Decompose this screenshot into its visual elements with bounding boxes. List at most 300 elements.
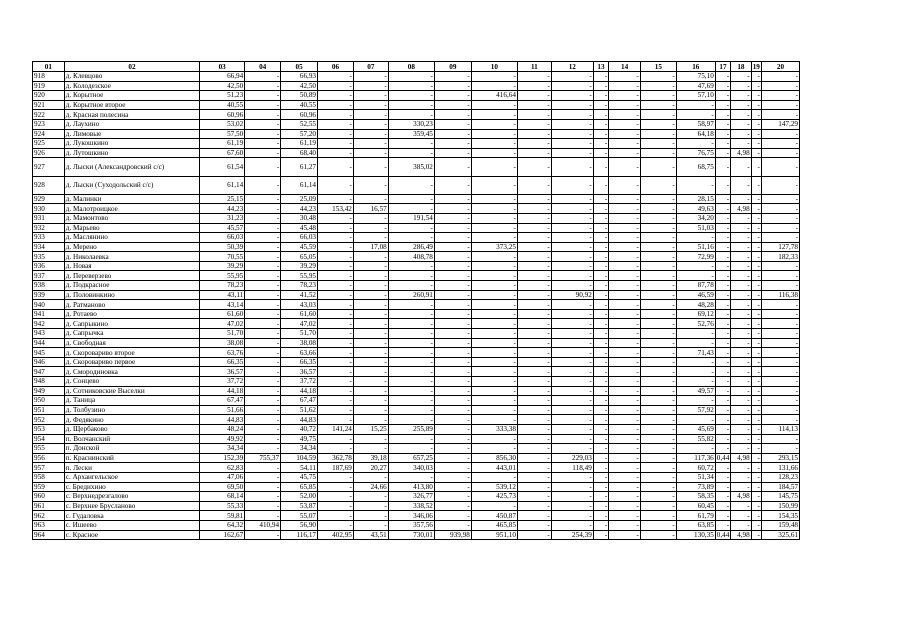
value-cell: - xyxy=(353,348,388,358)
value-cell: - xyxy=(318,158,354,176)
value-cell: - xyxy=(434,501,471,511)
value-cell: - xyxy=(761,405,799,415)
value-cell: - xyxy=(751,444,761,454)
value-cell: - xyxy=(434,252,471,262)
value-cell: - xyxy=(715,213,730,223)
value-cell: - xyxy=(388,110,434,120)
value-cell: - xyxy=(761,129,799,139)
value-cell: - xyxy=(245,367,281,377)
value-cell: - xyxy=(471,415,517,425)
value-cell: - xyxy=(434,91,471,101)
value-cell: - xyxy=(471,72,517,82)
value-cell: - xyxy=(751,129,761,139)
table-row xyxy=(33,453,800,463)
settlement-name: д. Толбузино xyxy=(64,405,199,415)
value-cell: - xyxy=(318,348,354,358)
value-cell: 416,64 xyxy=(471,91,517,101)
value-cell: - xyxy=(676,176,715,194)
value-cell: - xyxy=(715,72,730,82)
value-cell: - xyxy=(388,139,434,149)
value-cell: - xyxy=(640,309,676,319)
value-cell: - xyxy=(245,415,281,425)
value-cell: - xyxy=(388,223,434,233)
value-cell: - xyxy=(761,444,799,454)
row-code: 933 xyxy=(33,233,65,243)
value-cell: - xyxy=(245,119,281,129)
value-cell: - xyxy=(640,482,676,492)
value-cell: 45,57 xyxy=(200,223,245,233)
value-cell: - xyxy=(517,501,551,511)
value-cell: - xyxy=(609,242,641,252)
value-cell: - xyxy=(353,501,388,511)
settlement-name: д. Маслянино xyxy=(64,233,199,243)
value-cell: - xyxy=(434,223,471,233)
value-cell: - xyxy=(388,329,434,339)
settlement-name: п. Волчанский xyxy=(64,434,199,444)
value-cell: - xyxy=(434,139,471,149)
settlement-name: д. Новая xyxy=(64,261,199,271)
value-cell: 36,57 xyxy=(281,367,318,377)
value-cell: - xyxy=(761,338,799,348)
value-cell: - xyxy=(551,204,593,214)
row-code: 926 xyxy=(33,148,65,158)
value-cell: 44,23 xyxy=(200,204,245,214)
value-cell: - xyxy=(640,367,676,377)
value-cell: - xyxy=(245,81,281,91)
value-cell: - xyxy=(353,194,388,204)
value-cell: - xyxy=(471,176,517,194)
value-cell: - xyxy=(551,338,593,348)
value-cell: - xyxy=(715,492,730,502)
value-cell: 293,15 xyxy=(761,453,799,463)
value-cell: - xyxy=(245,100,281,110)
value-cell: - xyxy=(593,492,608,502)
value-cell: 539,12 xyxy=(471,482,517,492)
settlement-name: с. Верхнедрезгалово xyxy=(64,492,199,502)
value-cell: 58,35 xyxy=(676,492,715,502)
value-cell: - xyxy=(245,405,281,415)
value-cell: - xyxy=(640,223,676,233)
value-cell: - xyxy=(609,119,641,129)
value-cell: - xyxy=(593,100,608,110)
value-cell: - xyxy=(318,434,354,444)
value-cell: - xyxy=(551,213,593,223)
value-cell: 25,15 xyxy=(200,194,245,204)
value-cell: - xyxy=(318,223,354,233)
value-cell: 67,47 xyxy=(281,396,318,406)
value-cell: 63,85 xyxy=(676,520,715,530)
value-cell: - xyxy=(353,139,388,149)
value-cell: - xyxy=(318,377,354,387)
value-cell: 154,35 xyxy=(761,511,799,521)
row-code: 941 xyxy=(33,309,65,319)
value-cell: - xyxy=(434,338,471,348)
value-cell: - xyxy=(640,329,676,339)
value-cell: - xyxy=(471,233,517,243)
column-header: 14 xyxy=(609,62,641,72)
value-cell: - xyxy=(731,377,752,387)
value-cell: - xyxy=(593,261,608,271)
value-cell: - xyxy=(593,158,608,176)
value-cell: 38,08 xyxy=(281,338,318,348)
value-cell: - xyxy=(245,72,281,82)
value-cell: - xyxy=(434,463,471,473)
value-cell: - xyxy=(640,501,676,511)
column-header: 04 xyxy=(245,62,281,72)
settlement-name: д. Ратманово xyxy=(64,300,199,310)
value-cell: - xyxy=(593,252,608,262)
settlement-name: д. Свободная xyxy=(64,338,199,348)
value-cell: - xyxy=(551,329,593,339)
row-code: 964 xyxy=(33,530,65,540)
value-cell: - xyxy=(751,319,761,329)
value-cell: - xyxy=(245,530,281,540)
value-cell: - xyxy=(593,453,608,463)
value-cell: - xyxy=(609,377,641,387)
value-cell: - xyxy=(434,72,471,82)
value-cell: - xyxy=(434,444,471,454)
value-cell: 0,44 xyxy=(716,454,730,463)
value-cell: 68,40 xyxy=(281,148,318,158)
value-cell: - xyxy=(388,194,434,204)
value-cell: - xyxy=(245,176,281,194)
value-cell: 58,97 xyxy=(676,119,715,129)
value-cell: - xyxy=(751,520,761,530)
value-cell: - xyxy=(517,530,551,540)
value-cell: - xyxy=(388,309,434,319)
value-cell: - xyxy=(609,348,641,358)
value-cell: - xyxy=(318,194,354,204)
value-cell: - xyxy=(517,434,551,444)
value-cell: - xyxy=(609,434,641,444)
row-code: 934 xyxy=(33,242,65,252)
value-cell: 184,57 xyxy=(761,482,799,492)
value-cell: - xyxy=(353,309,388,319)
value-cell: - xyxy=(353,444,388,454)
value-cell: 39,18 xyxy=(353,453,388,463)
value-cell: 57,10 xyxy=(676,91,715,101)
value-cell: - xyxy=(731,261,752,271)
value-cell: - xyxy=(434,271,471,281)
value-cell: - xyxy=(715,252,730,262)
value-cell: - xyxy=(593,242,608,252)
value-cell: - xyxy=(751,72,761,82)
row-code: 958 xyxy=(33,472,65,482)
value-cell: 67,47 xyxy=(200,396,245,406)
value-cell: - xyxy=(245,158,281,176)
value-cell: 61,19 xyxy=(281,139,318,149)
value-cell: 61,27 xyxy=(281,158,318,176)
value-cell: - xyxy=(517,357,551,367)
value-cell: 64,18 xyxy=(676,129,715,139)
value-cell: - xyxy=(640,281,676,291)
value-cell: 57,92 xyxy=(676,405,715,415)
value-cell: - xyxy=(353,511,388,521)
value-cell: - xyxy=(593,377,608,387)
value-cell: 66,03 xyxy=(281,233,318,243)
value-cell: - xyxy=(551,194,593,204)
value-cell: - xyxy=(731,434,752,444)
value-cell: - xyxy=(471,148,517,158)
value-cell: - xyxy=(434,319,471,329)
value-cell: - xyxy=(731,158,752,176)
column-header: 08 xyxy=(388,62,434,72)
value-cell: - xyxy=(318,396,354,406)
value-cell: - xyxy=(761,223,799,233)
value-cell: - xyxy=(593,290,608,300)
value-cell: - xyxy=(593,367,608,377)
value-cell: - xyxy=(434,176,471,194)
value-cell: 359,45 xyxy=(388,129,434,139)
value-cell: - xyxy=(715,242,730,252)
value-cell: - xyxy=(353,434,388,444)
value-cell: - xyxy=(517,252,551,262)
table-row xyxy=(33,148,800,158)
value-cell: - xyxy=(551,91,593,101)
value-cell: 61,60 xyxy=(281,309,318,319)
value-cell: - xyxy=(517,242,551,252)
value-cell: - xyxy=(593,472,608,482)
value-cell: - xyxy=(731,482,752,492)
value-cell: - xyxy=(353,148,388,158)
value-cell: - xyxy=(609,139,641,149)
value-cell: 326,77 xyxy=(388,492,434,502)
value-cell: - xyxy=(353,329,388,339)
value-cell: - xyxy=(318,367,354,377)
value-cell: - xyxy=(245,338,281,348)
value-cell: - xyxy=(434,377,471,387)
value-cell: 57,50 xyxy=(200,129,245,139)
value-cell: - xyxy=(318,501,354,511)
value-cell: - xyxy=(761,386,799,396)
value-cell: 51,66 xyxy=(200,405,245,415)
value-cell: - xyxy=(353,91,388,101)
column-header: 09 xyxy=(434,62,471,72)
value-cell: - xyxy=(731,386,752,396)
value-cell: - xyxy=(751,139,761,149)
value-cell: - xyxy=(640,100,676,110)
value-cell: - xyxy=(245,472,281,482)
value-cell: - xyxy=(353,367,388,377)
value-cell: 57,20 xyxy=(281,129,318,139)
table-row xyxy=(33,511,800,521)
value-cell: - xyxy=(471,319,517,329)
value-cell: - xyxy=(609,520,641,530)
value-cell: - xyxy=(388,444,434,454)
row-code: 942 xyxy=(33,319,65,329)
value-cell: - xyxy=(471,329,517,339)
value-cell: - xyxy=(517,148,551,158)
value-cell: - xyxy=(517,100,551,110)
value-cell: - xyxy=(245,261,281,271)
value-cell: - xyxy=(609,367,641,377)
value-cell: - xyxy=(551,158,593,176)
value-cell: - xyxy=(388,176,434,194)
value-cell: - xyxy=(715,194,730,204)
value-cell: - xyxy=(609,396,641,406)
value-cell: - xyxy=(471,119,517,129)
value-cell: - xyxy=(640,261,676,271)
value-cell: 55,95 xyxy=(200,271,245,281)
value-cell: 66,94 xyxy=(200,72,245,82)
value-cell: 145,75 xyxy=(761,492,799,502)
value-cell: - xyxy=(609,511,641,521)
value-cell: 443,01 xyxy=(471,463,517,473)
value-cell: - xyxy=(388,386,434,396)
value-cell: - xyxy=(245,511,281,521)
value-cell: - xyxy=(434,148,471,158)
value-cell: - xyxy=(751,367,761,377)
value-cell: - xyxy=(353,300,388,310)
value-cell: 31,23 xyxy=(200,213,245,223)
value-cell: - xyxy=(245,281,281,291)
value-cell: - xyxy=(517,204,551,214)
value-cell: - xyxy=(640,119,676,129)
value-cell: - xyxy=(245,482,281,492)
value-cell: - xyxy=(318,148,354,158)
value-cell: - xyxy=(640,357,676,367)
row-code: 929 xyxy=(33,194,65,204)
value-cell: 49,75 xyxy=(281,434,318,444)
value-cell: - xyxy=(353,415,388,425)
value-cell: - xyxy=(593,463,608,473)
value-cell: 40,55 xyxy=(281,100,318,110)
row-code: 932 xyxy=(33,223,65,233)
value-cell: - xyxy=(751,405,761,415)
value-cell: 30,48 xyxy=(281,213,318,223)
value-cell: 37,72 xyxy=(281,377,318,387)
settlement-name: с. Архангельское xyxy=(64,472,199,482)
value-cell: - xyxy=(434,472,471,482)
value-cell: - xyxy=(761,81,799,91)
value-cell: - xyxy=(517,424,551,434)
value-cell: - xyxy=(388,405,434,415)
table-row xyxy=(33,271,800,281)
value-cell: - xyxy=(388,271,434,281)
value-cell: 465,85 xyxy=(471,520,517,530)
value-cell: - xyxy=(751,290,761,300)
table-row xyxy=(33,81,800,91)
value-cell: - xyxy=(640,386,676,396)
value-cell: - xyxy=(751,100,761,110)
value-cell: - xyxy=(593,300,608,310)
value-cell: 15,25 xyxy=(353,424,388,434)
value-cell: - xyxy=(751,338,761,348)
value-cell: 46,59 xyxy=(676,290,715,300)
value-cell: - xyxy=(318,129,354,139)
value-cell: - xyxy=(318,281,354,291)
value-cell: 340,03 xyxy=(388,463,434,473)
value-cell: - xyxy=(676,110,715,120)
value-cell: 410,94 xyxy=(245,520,281,530)
table-row xyxy=(33,72,800,82)
settlement-name: д. Лимовые xyxy=(64,129,199,139)
settlement-name: д. Марьево xyxy=(64,223,199,233)
value-cell: - xyxy=(318,271,354,281)
value-cell: - xyxy=(551,281,593,291)
value-cell: - xyxy=(640,204,676,214)
value-cell: - xyxy=(715,377,730,387)
value-cell: - xyxy=(551,176,593,194)
value-cell: - xyxy=(751,213,761,223)
settlement-name: д. Сонцево xyxy=(64,377,199,387)
value-cell: - xyxy=(751,252,761,262)
table-row xyxy=(33,91,800,101)
value-cell: - xyxy=(318,242,354,252)
value-cell: - xyxy=(353,213,388,223)
value-cell: - xyxy=(761,415,799,425)
column-header: 07 xyxy=(353,62,388,72)
value-cell: - xyxy=(609,472,641,482)
value-cell: - xyxy=(245,290,281,300)
row-code: 947 xyxy=(33,367,65,377)
value-cell: - xyxy=(551,309,593,319)
value-cell: - xyxy=(609,444,641,454)
value-cell: - xyxy=(434,511,471,521)
value-cell: 59,81 xyxy=(200,511,245,521)
value-cell: - xyxy=(640,405,676,415)
value-cell: 61,19 xyxy=(200,139,245,149)
value-cell: 43,11 xyxy=(200,290,245,300)
value-cell: - xyxy=(353,129,388,139)
value-cell: - xyxy=(318,72,354,82)
value-cell: 413,80 xyxy=(388,482,434,492)
value-cell: - xyxy=(353,290,388,300)
value-cell: - xyxy=(593,233,608,243)
row-code: 945 xyxy=(33,348,65,358)
value-cell: 36,57 xyxy=(200,367,245,377)
value-cell: - xyxy=(517,377,551,387)
value-cell: - xyxy=(551,81,593,91)
value-cell: 333,38 xyxy=(471,424,517,434)
table-row xyxy=(33,415,800,425)
value-cell: - xyxy=(761,148,799,158)
value-cell: - xyxy=(640,434,676,444)
value-cell: 362,78 xyxy=(318,453,354,463)
value-cell: - xyxy=(353,158,388,176)
value-cell: - xyxy=(640,348,676,358)
value-cell: - xyxy=(761,367,799,377)
value-cell: 60,72 xyxy=(676,463,715,473)
value-cell: - xyxy=(353,357,388,367)
value-cell: - xyxy=(245,194,281,204)
row-code: 919 xyxy=(33,81,65,91)
settlement-name: д. Корытное xyxy=(64,91,199,101)
value-cell: 939,98 xyxy=(434,530,471,540)
value-cell: - xyxy=(609,492,641,502)
value-cell: 40,72 xyxy=(281,424,318,434)
settlement-name: с. Бредихино xyxy=(64,482,199,492)
column-header: 15 xyxy=(640,62,676,72)
value-cell: - xyxy=(471,367,517,377)
value-cell: - xyxy=(517,72,551,82)
table-row xyxy=(33,367,800,377)
value-cell: - xyxy=(318,511,354,521)
value-cell: - xyxy=(761,348,799,358)
value-cell: - xyxy=(715,405,730,415)
value-cell: 63,66 xyxy=(281,348,318,358)
value-cell: - xyxy=(609,100,641,110)
value-cell: - xyxy=(676,357,715,367)
value-cell: - xyxy=(715,338,730,348)
value-cell: 131,66 xyxy=(761,463,799,473)
settlement-name: д. Малотроицкое xyxy=(64,204,199,214)
value-cell: - xyxy=(761,434,799,444)
value-cell: - xyxy=(517,129,551,139)
settlement-name: д. Корытное второе xyxy=(64,100,199,110)
value-cell: - xyxy=(388,319,434,329)
value-cell: - xyxy=(593,415,608,425)
